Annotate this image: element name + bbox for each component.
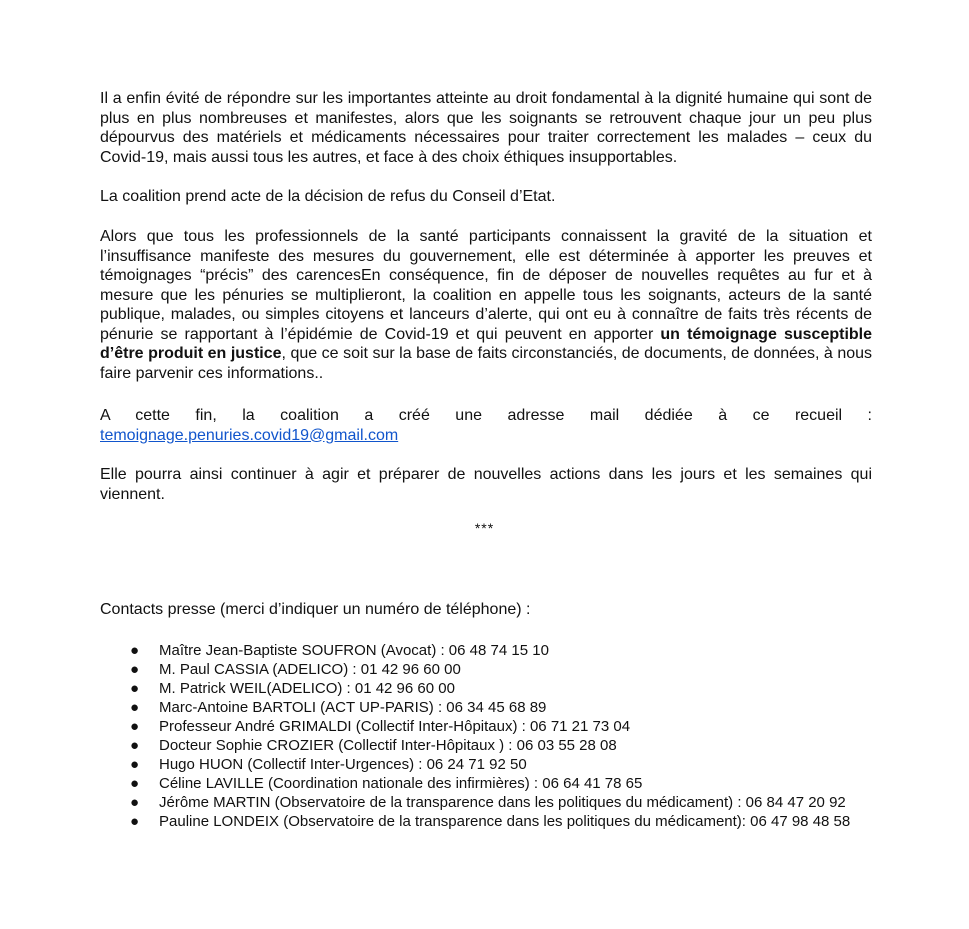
bullet-icon: ● [130,737,140,754]
list-item [128,755,868,774]
contact-text: M. Paul CASSIA (ADELICO) : 01 42 96 60 00 [159,661,461,678]
list-item [128,736,868,755]
call-text-end: , que ce soit sur la base de faits circonstanciés, de documents, de données, à nous faire parvenir ces informations.. [100,345,873,382]
contact-text: Jérôme MARTIN (Observatoire de la transparence dans les politiques du médicament) : 06 84 47 20 92 [159,794,846,811]
list-item [128,812,868,831]
list-item [128,774,868,793]
bullet-icon: ● [130,661,140,678]
bullet-icon: ● [130,699,140,716]
list-item [128,793,868,812]
list-item [128,698,868,717]
bullet-icon: ● [130,680,140,697]
paragraph-call-for-testimony [100,227,872,383]
bullet-icon: ● [130,642,140,659]
email-link[interactable]: temoignage.penuries.covid19@gmail.com [100,426,399,444]
paragraph-dignity: Il a enfin évité de répondre sur les importantes atteinte au droit fondamental à la dignité humaine qui sont de plus en plus nombreuses et manifestes, alors que les soignants se retrouvent chaque jour un peu plus dépourvus des matériels et médicaments nécessaires pour traiter correctement les malades – ceux du Covid-19, mais aussi tous les autres, et face à des choix éthiques insupportables. [100,90,872,166]
contact-list [128,641,868,831]
contact-text: M. Patrick WEIL(ADELICO) : 01 42 96 60 00 [159,680,455,697]
contacts-title: Contacts presse (merci d’indiquer un numéro de téléphone) : [100,601,531,618]
bullet-icon: ● [130,813,140,830]
contact-text: Professeur André GRIMALDI (Collectif Inter-Hôpitaux) : 06 71 21 73 04 [159,718,631,735]
contact-text: Marc-Antoine BARTOLI (ACT UP-PARIS) : 06 34 45 68 89 [159,699,547,716]
contact-text: Hugo HUON (Collectif Inter-Urgences) : 06 24 71 92 50 [159,756,527,773]
bullet-icon: ● [130,794,140,811]
paragraph-conseil-etat: La coalition prend acte de la décision de refus du Conseil d’Etat. [100,188,556,205]
section-separator: *** [474,520,495,536]
list-item [128,660,868,679]
list-item [128,717,868,736]
list-item [128,641,868,660]
bullet-icon: ● [130,756,140,773]
contact-text: Maître Jean-Baptiste SOUFRON (Avocat) : 06 48 74 15 10 [159,642,549,659]
contact-text: Céline LAVILLE (Coordination nationale des infirmières) : 06 64 41 78 65 [159,775,643,792]
call-text-start: Alors que tous les professionnels de la santé participants connaissent la gravité de la situation et l’insuffisance manifeste des mesures du gouvernement, elle est déterminée à apporter les preuves et témoignages “précis” des carencesEn conséquence, fin de déposer de nouvelles requêtes au fur et à mesure que les pénuries se multiplieront, la coalition en appelle tous les soignants, acteurs de la santé publique, malades, ou simples citoyens et lanceurs d’alerte, qui ont eu à connaître de faits très récents de pénurie se rapportant à l’épidémie de Covid-19 et qui peuvent en apporter [100,228,872,343]
contact-text: Docteur Sophie CROZIER (Collectif Inter-Hôpitaux ) : 06 03 55 28 08 [159,737,617,754]
paragraph-email [100,406,872,445]
paragraph-next-actions: Elle pourra ainsi continuer à agir et préparer de nouvelles actions dans les jours et les semaines qui viennent. [100,466,872,503]
contact-text: Pauline LONDEIX (Observatoire de la transparence dans les politiques du médicament): 06 47 98 48 58 [159,813,851,830]
email-intro: A cette fin, la coalition a créé une adresse mail dédiée à ce recueil : [100,407,872,424]
bullet-icon: ● [130,775,140,792]
bullet-icon: ● [130,718,140,735]
list-item [128,679,868,698]
call-text-bold: un témoignage susceptible d’être produit en justice [100,325,873,362]
